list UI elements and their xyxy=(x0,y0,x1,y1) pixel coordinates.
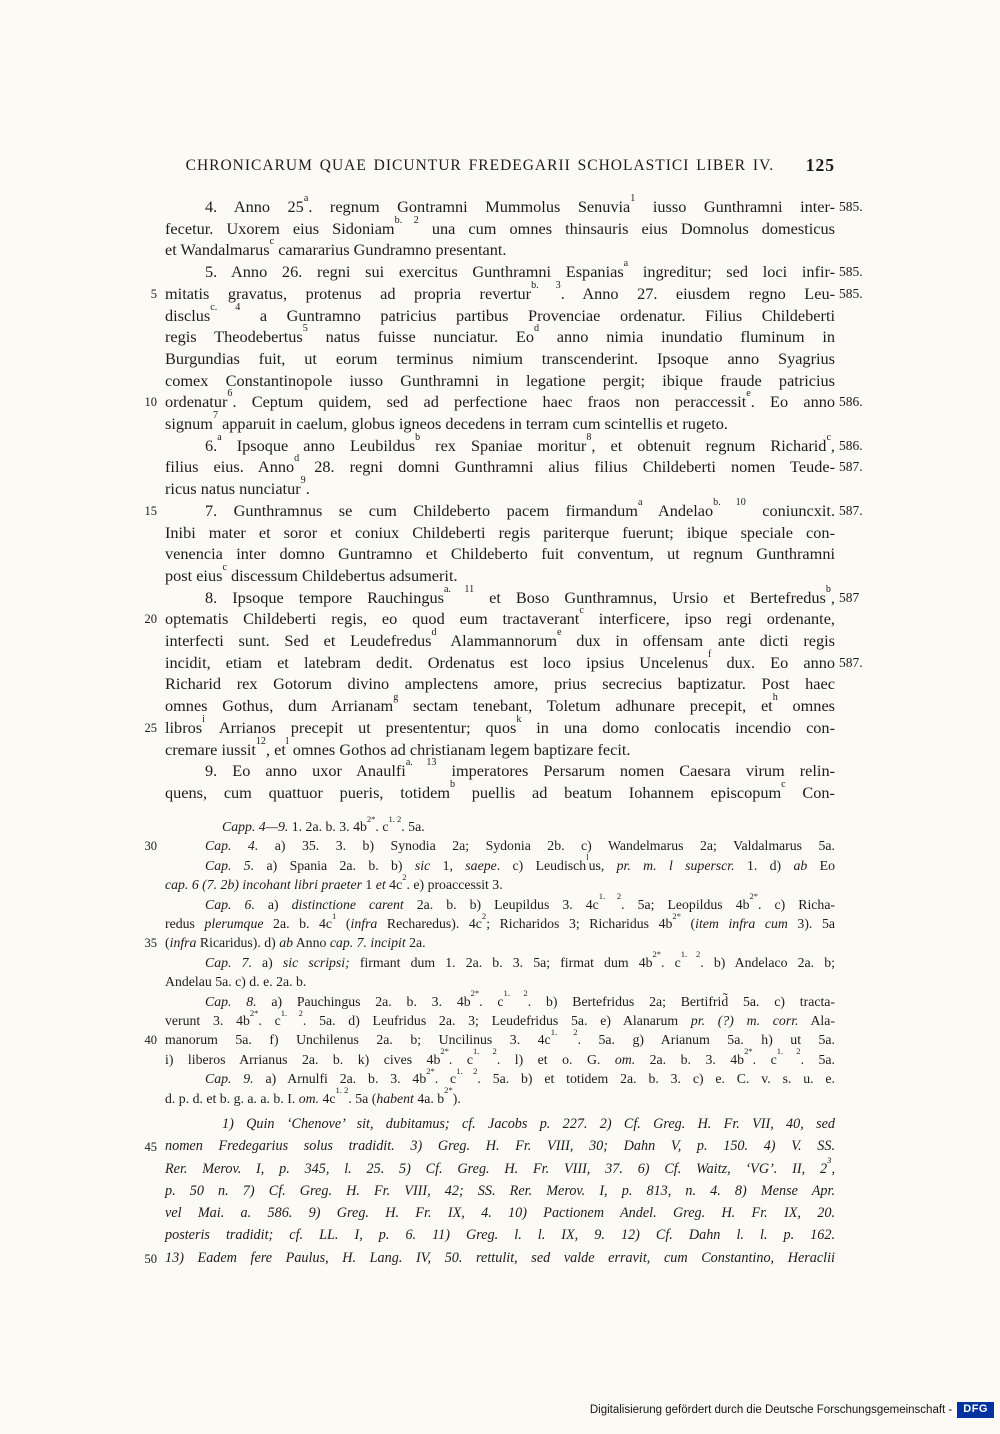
line-number: 30 xyxy=(144,839,157,854)
line-number: 35 xyxy=(144,936,157,951)
text-line: 5. Anno 26. regni sui exercitus Gunthramni Espanias$^a$ ingreditur; sed loci infir- 585. xyxy=(165,261,835,283)
text-line: disclus$^{c. 4}$ a Guntramno patricius partibus Provenciae ordenatur. Filius Childeberti xyxy=(165,301,835,325)
text-line: redus plerumque 2a. b. $4c^1$ (infra Recharedus). $4c^2$; Richaridos 3; Richaridus $4b^{2*}$ (item infra cum 3). 5a xyxy=(165,910,835,932)
text-line: ricus natus nunciatur$^9$. xyxy=(165,475,310,499)
text-line: 7. Gunthramnus se cum Childeberto pacem firmandum$^a$ Andelao$^{b. 10}$ coniuncxit. 15 587. xyxy=(165,500,835,522)
margin-year: 586. xyxy=(839,394,863,410)
text-line: 9. Eo anno uxor Anaulfi$^{a. 13}$ imperatores Persarum nomen Caesara virum relin- xyxy=(205,757,836,781)
text-line: quens, cum quattuor pueris, totidem$^b$ puellis ad beatum Iohannem episcopum$^c$ Con- xyxy=(165,779,835,802)
text-line: Cap. 7. a) sic scripsi; firmant dum 1. 2a. b. 3. 5a; firmat dum $4b^{2*}$. $c^{1. 2}$. b) Andelaco 2a. b; xyxy=(205,949,835,970)
line-number: 15 xyxy=(144,503,157,518)
digitization-credit xyxy=(590,1402,994,1418)
line-number: 5 xyxy=(150,286,157,301)
text-line: optematis Childeberti regis, eo quod eum tractaverant$^c$ interficere, ipso regi ordenante, 20 xyxy=(165,608,835,630)
text-line: nomen Fredegarius solus tradidit. 3) Greg. H. Fr. VIII, 30; Dahn V, p. 150. 4) V. SS. 45 xyxy=(165,1135,835,1157)
critical-apparatus xyxy=(144,813,836,1108)
text-line: manorum 5a. f) Unchilenus 2a. b; Uncilinus 3. $4c^{1. 2}$. 5a. g) Arianum 5a. h) ut 5a. 40 xyxy=(165,1030,835,1049)
margin-year: 586. xyxy=(839,437,863,453)
text-line: et Wandalmarus$^c$ camararius Gundramno presentant. xyxy=(165,236,507,260)
main-text xyxy=(144,193,863,804)
text-line: Cap. 6. a) distinctione carent 2a. b. b) Leupildus 3. $4c^{1. 2}$. 5a; Leopildus $4b^{2*}$. c) Richa- xyxy=(205,891,836,912)
text-line: Inibi mater et soror et coniux Childeberti regis pariterque fuerunt; ibique speciale con- xyxy=(165,522,835,542)
text-line: venencia inter domno Guntramno et Childeberto fuit conventum, ut regnum Gunthramni xyxy=(165,544,835,564)
margin-year: 585. xyxy=(839,285,863,301)
margin-year: 585. xyxy=(839,199,863,214)
text-line: i) liberos Arrianus 2a. b. k) cives $4b^{2*}$. $c^{1. 2}$. l) et o. G. om. 2a. b. 3. $4b^{2*}$. $c^{1. 2}$. 5a. xyxy=(165,1046,835,1067)
line-number: 20 xyxy=(144,612,157,627)
text-line: interfecti sunt. Sed et Leudefredus$^d$ Alammannorum$^e$ dux in offensam ante dicti regis xyxy=(165,627,835,651)
line-number: 50 xyxy=(144,1251,157,1266)
text-line: cap. 6 (7. 2b) incohant libri praeter 1 et $4c^2$. e) proaccessit 3. xyxy=(165,871,503,893)
page-number: 125 xyxy=(805,155,835,175)
text-line: p. 50 n. 7) Cf. Greg. H. Fr. VIII, 42; SS. Rer. Merov. I, p. 813, n. 4. 8) Mense Apr. xyxy=(165,1182,835,1199)
text-line: Rer. Merov. I, p. 345, l. 25. 5) Cf. Greg. H. Fr. VIII, 37. 6) Cf. Waitz, ‘VG’. II, $2^3$, xyxy=(165,1154,835,1177)
text-line: 13) Eadem fere Paulus, H. Lang. IV, 50. rettulit, sed valde erravit, cum Constantino, Heraclii 50 xyxy=(165,1247,835,1269)
text-line: posteris tradidit; cf. LL. I, p. 6. 11) Greg. l. l. IX, 9. 12) Cf. Dahn l. l. p. 162. xyxy=(165,1227,835,1244)
margin-year: 587 xyxy=(839,589,860,605)
footnotes xyxy=(144,1113,835,1269)
text-line: filius eius. Anno$^d$ 28. regni domni Gunthramni alius filius Childeberti nomen Teude- 587. xyxy=(165,456,835,478)
text-line: Richarid rex Gotorum divino amplectens amore, prius secrecius baptizatur. Post haec xyxy=(165,674,835,694)
dfg-logo: DFG xyxy=(957,1402,994,1418)
text-line: Cap. 9. a) Arnulfi 2a. b. 3. $4b^{2*}$. $c^{1. 2}$. 5a. b) et totidem 2a. b. 3. c) e. C. v. s. u. e. xyxy=(205,1065,835,1087)
text-line: comex Constantinopole iusso Gunthramni in legatione pergit; ibique fraude patricius xyxy=(165,370,835,390)
line-number: 45 xyxy=(144,1140,157,1155)
text-line: Burgundias fuit, ut eorum terminus nimium transcenderint. Ipsoque anno Syagrius xyxy=(165,348,835,368)
running-title: CHRONICARUM QUAE DICUNTUR FREDEGARII SCHOLASTICI LIBER IV. xyxy=(185,157,775,174)
line-number: 25 xyxy=(144,720,157,735)
margin-year: 587. xyxy=(839,502,863,518)
margin-year: 587. xyxy=(839,654,863,670)
text-line: omnes Gothus, dum Arrianam$^g$ sectam tenebant, Toletum adhunare precepit, $et^h$ omnes xyxy=(165,692,835,716)
text-line: 1) Quin ‘Chenove’ sit, dubitamus; cf. Jacobs p. 227. 2) Cf. Greg. H. Fr. VII, 40, sed xyxy=(222,1116,835,1132)
page-header xyxy=(165,157,835,181)
line-number: 40 xyxy=(144,1033,157,1048)
text-line: libros$^i$ Arrianos precepit ut presententur; quos$^k$ in una domo conlocatis incendio con- 25 xyxy=(165,717,835,739)
text-line: incidit, etiam et latebram dedit. Ordenatus est loco ipsius Uncelenus$^f$ dux. Eo anno 587. xyxy=(165,652,835,674)
text-line: regis Theodebertus$^5$ natus fuisse nunciatur. Eo$^d$ anno nimia inundatio fluminum in xyxy=(165,323,835,347)
text-line: 6.$^a$ Ipsoque anno Leubildus$^b$ rex Spaniae moritur$^8$, et obtenuit regnum Richarid$^c$, 586. xyxy=(165,435,835,457)
text-line: 8. Ipsoque tempore Rauchingus$^{a. 11}$ et Boso Gunthramnus, Ursio et Bertefredus$^b$, 587 xyxy=(165,587,835,609)
text-line: signum$^7$ apparuit in caelum, globus igneos decedens in terram cum scintellis et rugeto. xyxy=(165,410,728,434)
margin-year: 587. xyxy=(839,459,863,475)
text-line: d. p. d. et b. g. a. a. b. I. om. $4c^{1. 2}$. 5a (habent 4a. $b^{2*}$). xyxy=(165,1085,461,1106)
text-line: mitatis gravatus, protenus ad propria revertur$^{b. 3}$. Anno 27. eiusdem regno Leu- 5 585. xyxy=(165,283,835,305)
text-line: ordenatur$^6$. Ceptum quidem, sed ad perfectione haec fraos non peraccessit$^e$. Eo anno 10 586. xyxy=(165,391,835,413)
text-line: fecetur. Uxorem eius Sidoniam$^{b. 2}$ una cum omnes thinsauris eius Domnolus domesticus xyxy=(165,214,835,238)
credit-text: Digitalisierung gefördert durch die Deutsche Forschungsgemeinschaft - xyxy=(589,1404,953,1416)
text-line: Capp. 4—9. 1. 2a. b. 3. $4b^{2*}$. $c^{1. 2}$. 5a. xyxy=(222,813,425,834)
text-line: vel Mai. a. 586. 9) Greg. H. Fr. IX, 4. 10) Pactionem Andel. Greg. H. Fr. IX, 20. xyxy=(165,1205,835,1222)
text-line: verunt 3. $4b^{2*}$. $c^{1. 2}$. 5a. d) Leufridus 2a. 3; Leudefridus 5a. e) Alanarum pr. (?) m. corr. Ala- xyxy=(165,1007,835,1029)
text-line: post eius$^c$ discessum Childebertus adsumerit. xyxy=(165,561,458,585)
margin-year: 585. xyxy=(839,264,863,280)
text-line: Cap. 5. a) Spania 2a. b. b) sic 1, saepe. c) Leudisch$^l$us, pr. m. l superscr. 1. d) ab Eo xyxy=(205,852,835,873)
line-number: 10 xyxy=(144,395,157,410)
text-line: Cap. 8. a) Pauchingus 2a. b. 3. $4b^{2*}$. $c^{1. 2}$. b) Bertefridus 2a; Bertifrid̃ 5a. c) tracta- xyxy=(205,988,836,1009)
text-line: (infra Ricaridus). d) ab Anno cap. 7. incipit 2a. 35 xyxy=(165,933,835,952)
text-line: cremare iussit$^{12}$, $et^l$ omnes Gothos ad christianam legem baptizare fecit. xyxy=(165,735,631,759)
text-line: Andelau 5a. c) d. e. 2a. b. xyxy=(165,974,307,990)
text-line: 4. Anno 25$^a$. regnum Gontramni Mummolus Senuvia$^1$ iusso Gunthramni inter- 585. xyxy=(165,196,835,218)
text-line: Cap. 4. a) 35. 3. b) Synodia 2a; Sydonia 2b. c) Wandelmarus 2a; Valdalmarus 5a. 30 xyxy=(165,836,835,855)
